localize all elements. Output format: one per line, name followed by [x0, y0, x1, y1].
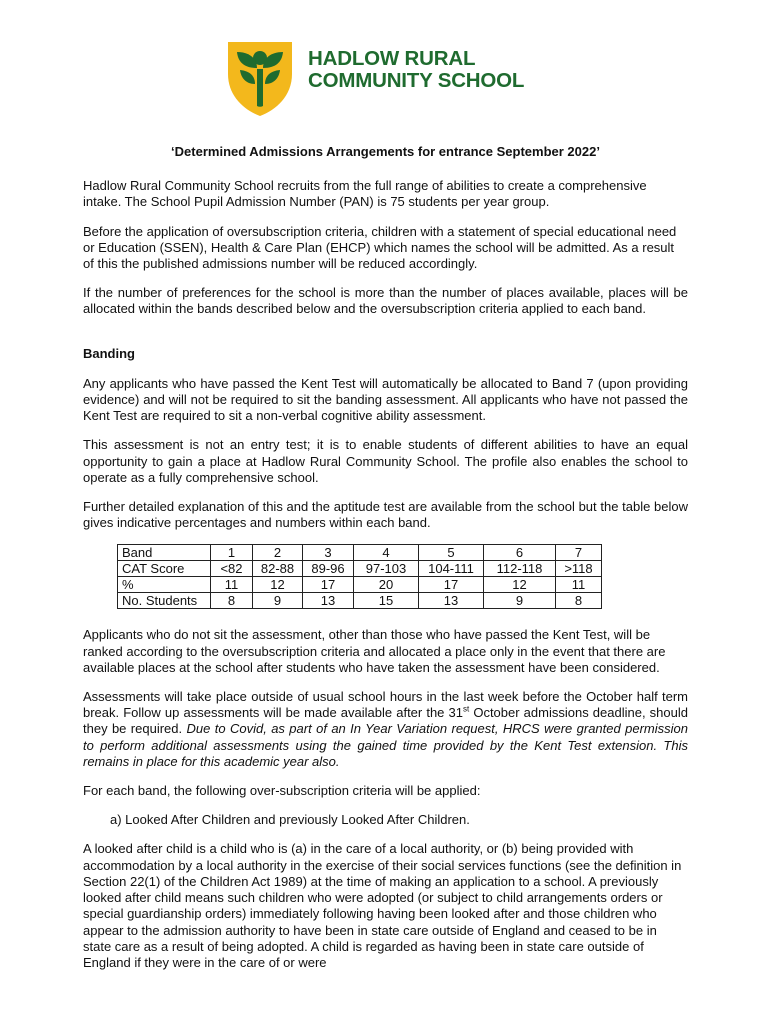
table-row — [118, 545, 602, 561]
table-cell: <82 — [211, 561, 253, 577]
table-cell: 11 — [211, 577, 253, 593]
kent-test-paragraph: Any applicants who have passed the Kent Test will automatically be allocated to Band 7 (upon providing evidence) and will not be required to sit the banding assessment. All applicants who have not passed the Kent Test are required to sit a non-verbal cognitive ability assessment. — [83, 375, 688, 424]
row-label: No. Students — [118, 593, 211, 609]
table-cell: 9 — [253, 593, 303, 609]
table-row — [118, 593, 602, 609]
covid-note: Due to Covid, as part of an In Year Variation request, HRCS were granted permission to perform additional assessments using the gained time provided by the Kent Test extension. This remains in place for this academic year also. — [83, 721, 688, 769]
table-cell: 13 — [303, 593, 354, 609]
row-label: % — [118, 577, 211, 593]
oversubscription-paragraph: If the number of preferences for the school is more than the number of places available, places will be allocated within the bands described below and the oversubscription criteria applied to each band. — [83, 285, 688, 317]
table-row — [118, 561, 602, 577]
table-cell: 12 — [253, 577, 303, 593]
table-cell: 1 — [211, 545, 253, 561]
school-name-line1: HADLOW RURAL — [308, 47, 476, 70]
looked-after-definition: A looked after child is a child who is (a) in the care of a local authority, or (b) being provided with accommodation by a local authority in the exercise of their social services functions (see the definition in Section 22(1) of the Children Act 1989) at the time of making an application to a school. A previously looked after child means such children who were adopted (or subject to child arrangements orders or special guardianship orders) immediately following having been looked after and those children who appear to the admission authority to have been in state care outside of England and ceased to be in state care as a result of being adopted. A child is regarded as having been in state care outside of England if they were in the care of or were — [83, 841, 682, 970]
table-cell: 17 — [419, 577, 484, 593]
table-cell: 112-118 — [484, 561, 556, 577]
assessment-timing-paragraph — [83, 689, 688, 770]
table-cell: 5 — [419, 545, 484, 561]
assessment-deadline-text: October admissions deadline, should they be required. — [83, 705, 688, 737]
school-name — [308, 48, 524, 92]
banding-table — [117, 544, 602, 609]
banding-heading: Banding — [83, 345, 135, 361]
table-cell: 20 — [354, 577, 419, 593]
assessment-timing-text: Assessments will take place outside of usual school hours in the last week before the October half term break. Follow up assessments will be made available after the 31 — [83, 689, 688, 721]
non-assessment-paragraph: Applicants who do not sit the assessment, other than those who have passed the Kent Test, will be ranked according to the oversubscription criteria and allocated a place only in the event that there are available places at the school after students who have taken the assessment have been considered. — [83, 627, 666, 675]
criteria-intro-paragraph: For each band, the following over-subscription criteria will be applied: — [83, 783, 481, 799]
document-body — [83, 144, 688, 984]
school-logo-icon — [224, 38, 296, 118]
table-cell: 17 — [303, 577, 354, 593]
table-cell: 2 — [253, 545, 303, 561]
table-intro-paragraph: Further detailed explanation of this and the aptitude test are available from the school but the table below gives indicative percentages and numbers within each band. — [83, 499, 688, 531]
table-cell: 11 — [556, 577, 602, 593]
document-title: ‘Determined Admissions Arrangements for entrance September 2022’ — [171, 144, 600, 159]
table-cell: 12 — [484, 577, 556, 593]
table-cell: 15 — [354, 593, 419, 609]
table-cell: >118 — [556, 561, 602, 577]
table-cell: 8 — [211, 593, 253, 609]
table-cell: 4 — [354, 545, 419, 561]
school-header — [224, 38, 554, 118]
ehcp-paragraph: Before the application of oversubscription criteria, children with a statement of special educational need or Education (SSEN), Health & Care Plan (EHCP) which names the school will be admitted. As a result of this the published admissions number will be reduced accordingly. — [83, 223, 677, 272]
criterion-a: a) Looked After Children and previously Looked After Children. — [110, 812, 470, 828]
table-row — [118, 577, 602, 593]
banding-table-wrap — [83, 544, 688, 609]
assessment-purpose-paragraph: This assessment is not an entry test; it is to enable students of different abilities to have an equal opportunity to gain a place at Hadlow Rural Community School. The profile also enables the school to operate as a fully comprehensive school. — [83, 437, 688, 485]
table-cell: 8 — [556, 593, 602, 609]
ordinal-suffix: st — [462, 704, 470, 714]
table-cell: 104-111 — [419, 561, 484, 577]
row-label: Band — [118, 545, 211, 561]
school-name-line2: COMMUNITY SCHOOL — [308, 69, 525, 92]
pan-paragraph: Hadlow Rural Community School recruits from the full range of abilities to create a comprehensive intake. The School Pupil Admission Number (PAN) is 75 students per year group. — [83, 178, 647, 210]
row-label: CAT Score — [118, 561, 211, 577]
table-cell: 13 — [419, 593, 484, 609]
table-cell: 6 — [484, 545, 556, 561]
table-cell: 97-103 — [354, 561, 419, 577]
table-cell: 9 — [484, 593, 556, 609]
table-cell: 3 — [303, 545, 354, 561]
table-cell: 82-88 — [253, 561, 303, 577]
table-cell: 7 — [556, 545, 602, 561]
table-cell: 89-96 — [303, 561, 354, 577]
